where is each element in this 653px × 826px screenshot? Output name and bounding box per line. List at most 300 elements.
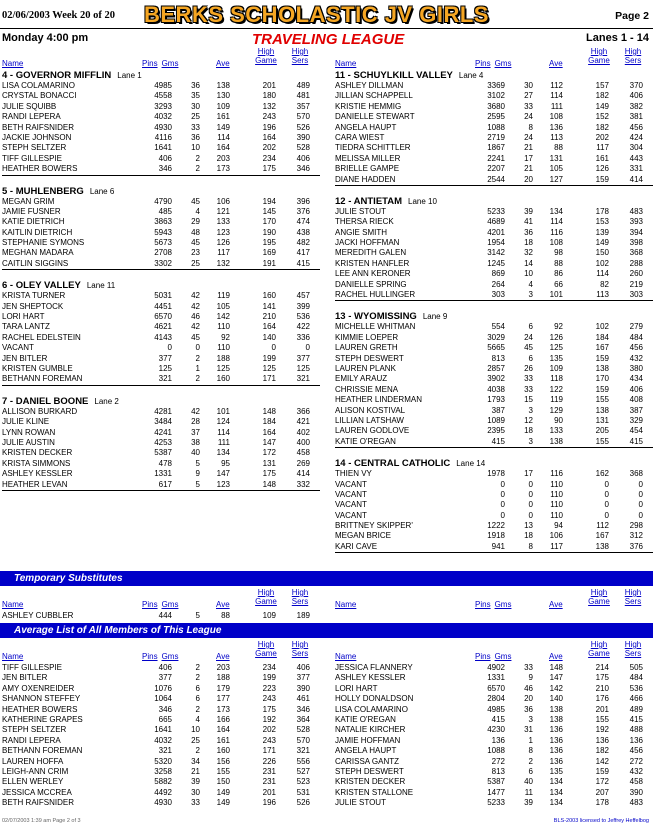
- bowler-row: [335, 290, 653, 300]
- bowler-games: 6: [528, 322, 533, 332]
- bowler-average: 98: [554, 248, 563, 258]
- bowler-games: 36: [524, 227, 533, 237]
- bowler-pins: 0: [500, 489, 505, 499]
- bowler-high-game: 0: [604, 510, 609, 520]
- bowler-high-series: 400: [296, 437, 310, 447]
- bowler-name: ASHLEY KESSLER: [335, 673, 406, 683]
- bowler-high-series: 406: [296, 153, 310, 163]
- bowler-games: 3: [528, 405, 533, 415]
- bowler-pins: 1245: [487, 258, 505, 268]
- bowler-average: 149: [216, 787, 230, 797]
- bowler-pins: 3484: [154, 417, 172, 427]
- bowler-average: 179: [216, 683, 230, 693]
- bowler-pins: 2544: [487, 174, 505, 184]
- bowler-games: 21: [524, 143, 533, 153]
- bowler-name: JAMIE FUSNER: [2, 206, 61, 216]
- bowler-pins: 415: [491, 714, 505, 724]
- bowler-average: 138: [216, 81, 230, 90]
- bowler-row: [2, 302, 320, 312]
- bowler-games: 38: [191, 437, 200, 447]
- bowler-games: 0: [528, 489, 533, 499]
- bowler-games: 46: [191, 312, 200, 322]
- bowler-games: 48: [191, 227, 200, 237]
- bowler-name: KATIE DIETRICH: [2, 217, 65, 227]
- bowler-row: [335, 663, 653, 673]
- bowler-row: [335, 746, 653, 756]
- bowler-games: 24: [524, 132, 533, 142]
- left-team-column: [2, 46, 320, 501]
- header-date-week: 02/06/2003 Week 20 of 20: [2, 10, 115, 21]
- bowler-row: [2, 154, 320, 164]
- bowler-high-series: 219: [629, 279, 643, 289]
- bowler-row: [2, 343, 320, 353]
- bowler-games: 45: [191, 332, 200, 342]
- bowler-pins: 321: [158, 746, 172, 756]
- bowler-games: 25: [191, 735, 200, 745]
- bowler-pins: 5233: [487, 206, 505, 216]
- bowler-row: [2, 694, 320, 704]
- bowler-high-game: 171: [262, 374, 276, 384]
- col-header-high-game: High Game: [255, 640, 277, 658]
- bowler-high-game: 155: [595, 436, 609, 446]
- bowler-average: 149: [216, 122, 230, 132]
- bowler-name: CARA WIEST: [335, 132, 385, 142]
- bowler-pins: 3369: [487, 81, 505, 90]
- bowler-high-game: 170: [595, 374, 609, 384]
- bowler-high-series: 336: [296, 332, 310, 342]
- bowler-high-game: 142: [595, 756, 609, 766]
- bowler-high-game: 180: [262, 91, 276, 101]
- bowler-average: 92: [221, 332, 230, 342]
- bowler-high-series: 357: [296, 101, 310, 111]
- bowler-average: 110: [550, 489, 563, 499]
- bowler-games: 2: [195, 746, 200, 756]
- bowler-high-series: 432: [629, 766, 643, 776]
- bowler-high-series: 415: [629, 714, 643, 724]
- right-team-column: [335, 46, 653, 563]
- bowler-row: [335, 542, 653, 552]
- bowler-high-game: 126: [595, 164, 609, 174]
- bowler-average: 101: [549, 290, 563, 300]
- bowler-high-game: 184: [262, 417, 276, 427]
- col-header-pins: Pins: [142, 600, 158, 609]
- bowler-games: 29: [191, 217, 200, 227]
- bowler-pins: 1064: [154, 694, 172, 704]
- league-name: BERKS SCHOLASTIC JV GIRLS: [144, 2, 489, 27]
- bowler-high-series: 456: [629, 746, 643, 756]
- bowler-row: [335, 395, 653, 405]
- bowler-games: 21: [524, 164, 533, 174]
- bowler-row: [335, 154, 653, 164]
- team-name: 12 - ANTIETAM: [335, 195, 403, 207]
- bowler-high-series: 381: [629, 112, 643, 122]
- bowler-row: [335, 531, 653, 541]
- bowler-row: [2, 123, 320, 133]
- bowler-high-game: 194: [262, 196, 276, 206]
- bowler-high-game: 182: [595, 91, 609, 101]
- team-name: 11 - SCHUYLKILL VALLEY: [335, 70, 453, 81]
- bowler-name: ALISON KOSTIVAL: [335, 405, 406, 415]
- bowler-pins: 6570: [487, 683, 505, 693]
- bowler-row: [335, 143, 653, 153]
- bowler-average: 136: [549, 725, 563, 735]
- col-header-high-game: High Game: [255, 588, 277, 606]
- bowler-games: 41: [524, 217, 533, 227]
- bowler-name: JAMIE HOFFMAN: [335, 735, 401, 745]
- header-divider: [0, 28, 653, 29]
- bowler-average: 149: [216, 798, 230, 808]
- bowler-row: [2, 207, 320, 217]
- bowler-row: [335, 123, 653, 133]
- bowler-name: VACANT: [335, 500, 367, 510]
- bowler-row: [2, 725, 320, 735]
- bowler-average: 116: [550, 227, 563, 237]
- bowler-high-series: 398: [629, 238, 643, 248]
- bowler-games: 30: [191, 787, 200, 797]
- bowler-high-game: 243: [262, 112, 276, 122]
- bowler-high-series: 527: [296, 766, 310, 776]
- bowler-high-series: 346: [296, 164, 310, 174]
- bowler-average: 88: [554, 258, 563, 268]
- bowler-high-game: 113: [596, 290, 609, 300]
- bowler-name: HEATHER BOWERS: [2, 704, 78, 714]
- bowler-games: 24: [524, 112, 533, 122]
- bowler-name: KRISTIE HEMMIG: [335, 101, 402, 111]
- bowler-name: TARA LANTZ: [2, 322, 50, 332]
- col-header-ave: Ave: [216, 652, 230, 661]
- bowler-name: VACANT: [335, 479, 367, 489]
- bowler-row: [2, 291, 320, 301]
- team-divider: [2, 175, 320, 176]
- bowler-high-game: 234: [262, 153, 276, 163]
- bowler-high-series: 377: [296, 673, 310, 683]
- bowler-high-series: 269: [296, 458, 310, 468]
- col-header-high-game: High Game: [588, 588, 610, 606]
- bowler-row: [335, 694, 653, 704]
- bowler-high-game: 150: [595, 248, 609, 258]
- bowler-average: 156: [216, 756, 230, 766]
- bowler-average: 136: [549, 746, 563, 756]
- bowler-games: 28: [191, 417, 200, 427]
- bowler-name: KRISTEN DECKER: [2, 448, 73, 458]
- team-name: 5 - MUHLENBERG: [2, 185, 84, 197]
- bowler-row: [335, 259, 653, 269]
- bowler-high-game: 201: [262, 787, 276, 797]
- bowler-name: TIFF GILLESPIE: [2, 663, 63, 672]
- bowler-row: [335, 217, 653, 227]
- bowler-pins: 6570: [154, 312, 172, 322]
- bowler-average: 188: [216, 353, 230, 363]
- col-header-ave: Ave: [216, 59, 230, 68]
- bowler-pins: 5665: [487, 343, 505, 353]
- bowler-name: JULIE STOUT: [335, 798, 386, 808]
- bowler-high-game: 207: [595, 787, 609, 797]
- bowler-high-game: 243: [262, 735, 276, 745]
- bowler-high-series: 0: [638, 500, 643, 510]
- bowler-games: 18: [524, 531, 533, 541]
- col-header-pins-gms: [142, 59, 178, 68]
- team-divider: [2, 385, 320, 386]
- bowler-average: 123: [216, 479, 230, 489]
- bowler-high-series: 399: [296, 301, 310, 311]
- bowler-pins: 3680: [487, 101, 505, 111]
- bowler-name: LYNN ROWAN: [2, 427, 56, 437]
- bowler-name: LAUREN HOFFA: [2, 756, 64, 766]
- bowler-average: 203: [216, 663, 230, 672]
- bowler-name: ELLEN WERLEY: [2, 777, 64, 787]
- bowler-average: 110: [217, 343, 230, 353]
- bowler-pins: 5387: [487, 777, 505, 787]
- bowler-high-series: 331: [629, 164, 643, 174]
- bowler-average: 136: [549, 735, 563, 745]
- bowler-high-game: 205: [595, 426, 609, 436]
- bowler-high-series: 321: [296, 746, 310, 756]
- bowler-name: KRISTEN GUMBLE: [2, 363, 73, 373]
- bowler-name: RACHEL EDELSTEIN: [2, 332, 81, 342]
- bowler-high-game: 102: [595, 258, 609, 268]
- bowler-high-game: 157: [595, 81, 609, 90]
- bowler-games: 10: [191, 725, 200, 735]
- bowler-high-game: 172: [595, 777, 609, 787]
- bowler-name: BETHANN FOREMAN: [2, 374, 83, 384]
- bowler-name: STEPH DESWERT: [335, 353, 404, 363]
- bowler-pins: 4032: [154, 112, 172, 122]
- bowler-pins: 377: [158, 673, 172, 683]
- bowler-average: 116: [550, 469, 563, 479]
- bowler-row: [335, 238, 653, 248]
- bowler-name: BETHANN FOREMAN: [2, 746, 83, 756]
- bowler-high-game: 202: [262, 725, 276, 735]
- column-headers: [2, 639, 320, 663]
- bowler-name: ANGELA HAUPT: [335, 746, 397, 756]
- bowler-name: CAITLIN SIGGINS: [2, 258, 69, 268]
- bowler-pins: 346: [158, 164, 172, 174]
- bowler-pins: 4930: [154, 798, 172, 808]
- bowler-name: RANDI LEPERA: [2, 112, 61, 122]
- col-header-gms: Gms: [161, 59, 179, 68]
- page-number: Page 2: [615, 10, 649, 22]
- bowler-games: 2: [195, 374, 200, 384]
- footer-license: BLS-2003 licensed to Jeffrey Heffelbog: [553, 818, 649, 824]
- bowler-games: 8: [528, 541, 533, 551]
- bowler-pins: 4985: [154, 81, 172, 90]
- col-header-pins: Pins: [475, 600, 491, 609]
- bowler-high-game: 140: [262, 332, 276, 342]
- bowler-high-game: 175: [262, 469, 276, 479]
- bowler-name: DANIELLE STEWART: [335, 112, 415, 122]
- bowler-high-series: 483: [629, 206, 643, 216]
- bowler-row: [2, 788, 320, 798]
- bowler-average: 88: [221, 611, 230, 620]
- bowler-pins: 4790: [154, 196, 172, 206]
- bowler-name: JULIE KLINE: [2, 417, 50, 427]
- bowler-games: 2: [195, 164, 200, 174]
- bowler-name: STEPHANIE SYMONS: [2, 238, 85, 248]
- bowler-row: [335, 426, 653, 436]
- column-headers: [335, 639, 653, 663]
- bowler-games: 33: [524, 101, 533, 111]
- bowler-high-series: 536: [629, 683, 643, 693]
- bowler-average: 173: [216, 164, 230, 174]
- bowler-pins: 406: [158, 153, 172, 163]
- col-header-name: Name: [2, 59, 24, 68]
- team-divider: [335, 300, 653, 301]
- col-header-high-sers: High Sers: [291, 47, 309, 65]
- bowler-games: 4: [528, 279, 533, 289]
- col-header-name: Name: [2, 600, 24, 609]
- team-title: [2, 70, 320, 81]
- bowler-games: 9: [195, 469, 200, 479]
- bowler-row: [2, 164, 320, 174]
- bowler-average: 123: [216, 227, 230, 237]
- team-name: 14 - CENTRAL CATHOLIC: [335, 458, 451, 470]
- bowler-pins: 4930: [154, 122, 172, 132]
- team-divider: [335, 447, 653, 448]
- bowler-average: 106: [216, 196, 230, 206]
- bowler-name: HEATHER LINDERMAN: [335, 395, 422, 405]
- bowler-average: 138: [549, 704, 563, 714]
- col-header-high-game: High Game: [588, 47, 610, 65]
- bowler-pins: 485: [158, 206, 172, 216]
- bowler-high-game: 149: [595, 101, 609, 111]
- bowler-high-game: 159: [595, 766, 609, 776]
- bowler-average: 90: [554, 415, 563, 425]
- bowler-high-series: 380: [629, 363, 643, 373]
- bowler-pins: 272: [491, 756, 505, 766]
- bowler-row: [335, 207, 653, 217]
- bowler-average: 114: [217, 132, 230, 142]
- team-title: [2, 396, 320, 407]
- bowler-name: KATHERINE GRAPES: [2, 714, 83, 724]
- bowler-average: 110: [550, 510, 563, 520]
- bowler-games: 18: [524, 238, 533, 248]
- bowler-high-series: 415: [296, 258, 310, 268]
- team-name: 4 - GOVERNOR MIFFLIN: [2, 70, 112, 81]
- col-header-high-sers: High Sers: [624, 588, 642, 606]
- bowler-high-series: 0: [638, 479, 643, 489]
- bowler-high-game: 112: [596, 521, 609, 531]
- bowler-games: 26: [524, 363, 533, 373]
- team-block: [335, 70, 653, 186]
- team-lane: Lane 9: [422, 312, 448, 322]
- bowler-high-game: 210: [262, 312, 276, 322]
- bowler-row: [335, 798, 653, 808]
- bowler-name: LAUREN GODLOVE: [335, 426, 410, 436]
- bowler-average: 113: [550, 132, 563, 142]
- bowler-pins: 4558: [154, 91, 172, 101]
- bowler-row: [335, 469, 653, 479]
- bowler-name: BETH RAIFSNIDER: [2, 798, 75, 808]
- bowler-name: MELISSA MILLER: [335, 153, 401, 163]
- bowler-high-series: 408: [629, 395, 643, 405]
- bowler-high-series: 434: [629, 374, 643, 384]
- bowler-high-series: 421: [296, 417, 310, 427]
- bowler-name: KATIE O'REGAN: [335, 436, 396, 446]
- bowler-games: 8: [528, 122, 533, 132]
- bowler-average: 125: [216, 363, 230, 373]
- bowler-high-series: 393: [629, 217, 643, 227]
- col-header-pins: Pins: [475, 59, 491, 68]
- bowler-row: [335, 757, 653, 767]
- bowler-high-game: 172: [262, 448, 276, 458]
- bowler-games: 1: [528, 735, 533, 745]
- bowler-games: 17: [524, 153, 533, 163]
- col-header-gms: Gms: [161, 652, 179, 661]
- bowler-high-series: 0: [305, 343, 310, 353]
- bowler-average: 114: [550, 217, 563, 227]
- bowler-high-game: 231: [262, 766, 276, 776]
- bowler-high-series: 189: [296, 611, 310, 620]
- col-header-name: Name: [335, 59, 357, 68]
- bowler-row: [2, 333, 320, 343]
- col-header-name: Name: [335, 652, 357, 661]
- bowler-high-series: 382: [629, 101, 643, 111]
- bowler-name: JEN BITLER: [2, 353, 48, 363]
- bowler-pins: 125: [158, 363, 172, 373]
- bowler-high-game: 195: [262, 238, 276, 248]
- bowler-pins: 1331: [487, 673, 505, 683]
- day-time: Monday 4:00 pm: [2, 32, 89, 44]
- bowler-name: JACKIE JOHNSON: [2, 132, 72, 142]
- bowler-pins: 5673: [154, 238, 172, 248]
- bowler-games: 5: [195, 458, 200, 468]
- bowler-average: 142: [549, 683, 563, 693]
- bowler-games: 46: [524, 683, 533, 693]
- bowler-pins: 4230: [487, 725, 505, 735]
- bowler-row: [2, 91, 320, 101]
- bowler-name: RACHEL HULLINGER: [335, 290, 416, 300]
- bowler-games: 33: [524, 384, 533, 394]
- bowler-games: 36: [191, 81, 200, 90]
- bowler-name: MEREDITH GALEN: [335, 248, 407, 258]
- team-title: [335, 311, 653, 322]
- bowler-games: 5: [195, 611, 200, 620]
- temp-subs-title: Temporary Substitutes: [14, 573, 123, 584]
- bowler-high-game: 131: [262, 458, 276, 468]
- bowler-high-series: 438: [296, 227, 310, 237]
- bowler-name: CRYSTAL BONACCI: [2, 91, 77, 101]
- bowler-name: LAUREN PLANK: [335, 363, 396, 373]
- team-divider: [335, 185, 653, 186]
- team-lane: Lane 2: [94, 396, 119, 406]
- bowler-high-series: 414: [296, 469, 310, 479]
- team-block: [2, 396, 320, 491]
- temp-subs-column-left: [2, 587, 320, 621]
- col-header-pins-gms: [475, 59, 511, 68]
- bowler-high-game: 202: [262, 143, 276, 153]
- bowler-row: [2, 736, 320, 746]
- bowler-pins: 4451: [154, 301, 172, 311]
- bowler-row: [335, 343, 653, 353]
- team-title: [335, 458, 653, 469]
- bowler-average: 160: [216, 374, 230, 384]
- bowler-high-series: 260: [629, 269, 643, 279]
- bowler-high-game: 171: [262, 746, 276, 756]
- bowler-high-series: 368: [629, 248, 643, 258]
- bowler-games: 35: [191, 91, 200, 101]
- bowler-pins: 0: [500, 510, 505, 520]
- bowler-average: 125: [549, 343, 563, 353]
- bowler-row: [335, 164, 653, 174]
- bowler-row: [2, 374, 320, 384]
- bowler-name: ANGELA HAUPT: [335, 122, 397, 132]
- bowler-pins: 813: [491, 766, 505, 776]
- bowler-row: [2, 228, 320, 238]
- bowler-average: 134: [549, 798, 563, 808]
- bowler-row: [2, 684, 320, 694]
- bowler-pins: 0: [167, 343, 172, 353]
- bowler-name: KRISTA SIMMONS: [2, 458, 71, 468]
